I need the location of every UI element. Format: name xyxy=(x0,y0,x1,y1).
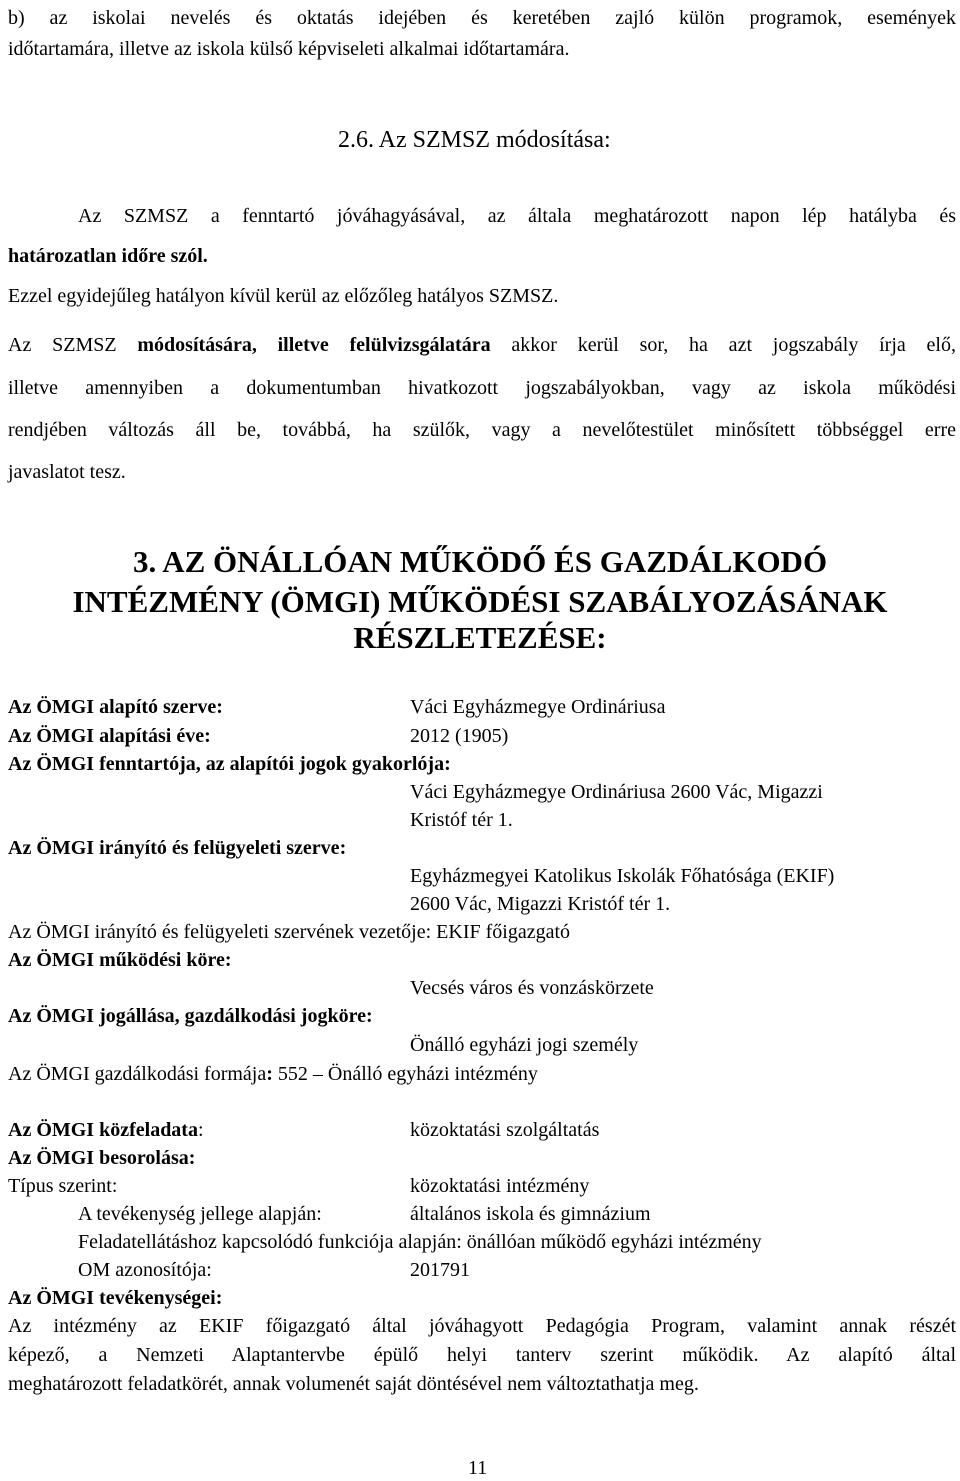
section-2-6-para2: Ezzel egyidejűleg hatályon kívül kerül az előzőleg hatályos SZMSZ. xyxy=(8,285,559,307)
section-3-heading-line-3: RÉSZLETEZÉSE: xyxy=(353,620,607,655)
om-id-value: 201791 xyxy=(410,1259,470,1281)
supervisor-value-2: 2600 Vác, Migazzi Kristóf tér 1. xyxy=(410,893,671,915)
activities-line-2: képező, a Nemzeti Alaptantervbe épülő helyi tanterv szerint működik. Az alapító által xyxy=(8,1344,956,1366)
section-2-6-para1-line2: határozatlan időre szól. xyxy=(8,245,208,267)
type-value: közoktatási intézmény xyxy=(410,1175,590,1197)
management-form-label: Az ÖMGI gazdálkodási formája xyxy=(8,1063,267,1085)
para3-text-c: akkor kerül sor, ha azt jogszabály írja elő, xyxy=(490,334,956,356)
para3-text-a: Az SZMSZ xyxy=(8,334,138,356)
activity-nature-value: általános iskola és gimnázium xyxy=(410,1203,651,1225)
intro-line-2: időtartamára, illetve az iskola külső képviseleti alkalmai időtartamára. xyxy=(8,38,570,60)
section-3-heading-line-2: INTÉZMÉNY (ÖMGI) MŰKÖDÉSI SZABÁLYOZÁSÁNAK xyxy=(72,584,888,619)
section-2-6-heading: 2.6. Az SZMSZ módosítása: xyxy=(338,127,611,153)
public-task-label-line xyxy=(8,1120,204,1140)
activities-line-1: Az intézmény az EKIF főigazgató által jóváhagyott Pedagógia Program, valamint annak részét xyxy=(8,1315,956,1337)
maintainer-value-1: Váci Egyházmegye Ordináriusa 2600 Vác, Migazzi xyxy=(410,781,823,803)
maintainer-value-2: Kristóf tér 1. xyxy=(410,809,513,831)
section-3-heading-line-1: 3. AZ ÖNÁLLÓAN MŰKÖDŐ ÉS GAZDÁLKODÓ xyxy=(132,544,828,579)
public-task-colon: : xyxy=(197,1119,204,1141)
legal-status-label: Az ÖMGI jogállása, gazdálkodási jogköre: xyxy=(8,1005,373,1027)
section-2-6-para1-line1: Az SZMSZ a fenntartó jóváhagyásával, az általa meghatározott napon lép hatályba és xyxy=(78,205,956,227)
scope-label: Az ÖMGI működési köre: xyxy=(8,949,232,971)
activities-label: Az ÖMGI tevékenységei: xyxy=(8,1287,223,1309)
management-form-line xyxy=(8,1064,538,1084)
section-2-6-para3-line1 xyxy=(8,335,956,355)
activity-nature-label: A tevékenység jellege alapján: xyxy=(78,1203,322,1225)
maintainer-label: Az ÖMGI fenntartója, az alapítói jogok gyakorlója: xyxy=(8,753,451,775)
type-label: Típus szerint: xyxy=(8,1175,118,1197)
function-line: Feladatellátáshoz kapcsolódó funkciója alapján: önállóan működő egyházi intézmény xyxy=(78,1231,762,1253)
activities-line-3: meghatározott feladatkörét, annak volumenét saját döntésével nem változtathatja meg. xyxy=(8,1373,699,1395)
founder-value: Váci Egyházmegye Ordináriusa xyxy=(410,696,666,718)
page-number: 11 xyxy=(468,1457,488,1479)
legal-status-value: Önálló egyházi jogi személy xyxy=(410,1034,639,1056)
founder-label: Az ÖMGI alapító szerve: xyxy=(8,696,223,718)
classification-label: Az ÖMGI besorolása: xyxy=(8,1147,196,1169)
om-id-label: OM azonosítója: xyxy=(78,1259,212,1281)
supervisor-head-line: Az ÖMGI irányító és felügyeleti szervének vezetője: EKIF főigazgató xyxy=(8,921,571,943)
management-form-value: 552 – Önálló egyházi intézmény xyxy=(272,1063,538,1085)
founding-year-value: 2012 (1905) xyxy=(410,725,509,747)
founding-year-label: Az ÖMGI alapítási éve: xyxy=(8,725,211,747)
para3-text-bold: módosítására, illetve felülvizsgálatára xyxy=(137,334,491,356)
intro-line-1: b) az iskolai nevelés és oktatás idejében és keretében zajló külön programok, események xyxy=(8,7,956,29)
public-task-value: közoktatási szolgáltatás xyxy=(410,1119,600,1141)
public-task-label: Az ÖMGI közfeladata xyxy=(8,1119,198,1141)
supervisor-label: Az ÖMGI irányító és felügyeleti szerve: xyxy=(8,837,347,859)
supervisor-value-1: Egyházmegyei Katolikus Iskolák Főhatósága (EKIF) xyxy=(410,865,835,887)
section-2-6-para3-line3: rendjében változás áll be, továbbá, ha szülők, vagy a nevelőtestület minősített többséggel erre xyxy=(8,419,956,441)
scope-value: Vecsés város és vonzáskörzete xyxy=(410,977,654,999)
section-2-6-para3-line2: illetve amennyiben a dokumentumban hivatkozott jogszabályokban, vagy az iskola működési xyxy=(8,377,956,399)
management-form-colon: : xyxy=(266,1063,273,1085)
section-2-6-para3-line4: javaslatot tesz. xyxy=(8,461,126,483)
